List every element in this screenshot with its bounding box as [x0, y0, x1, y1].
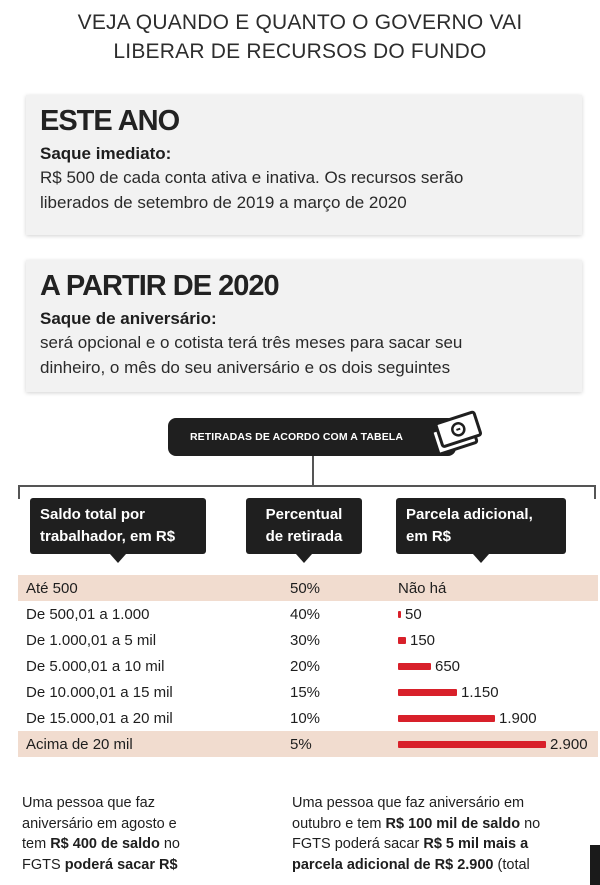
table-row [18, 575, 598, 601]
table-row [18, 679, 598, 705]
headline [0, 8, 600, 66]
card-from-2020-title: A PARTIR DE 2020 [40, 270, 279, 302]
card-from-2020 [26, 260, 582, 392]
footer-right-bold: R$ 100 mil de saldo [385, 815, 521, 832]
footer-left-bold: R$ 400 de saldo [50, 836, 160, 852]
card-this-year-text-1: R$ 500 de cada conta ativa e inativa. Os recursos serão [40, 168, 464, 187]
card-this-year-text-2: liberados de setembro de 2019 a março de 2020 [40, 193, 407, 212]
table-row [18, 627, 598, 653]
footer-left-line-1: Uma pessoa que faz [22, 795, 155, 811]
connector-line [312, 454, 314, 486]
footer-left-line-4 [22, 855, 262, 876]
footer-right-bold: R$ 5 mil mais a [423, 836, 529, 852]
card-from-2020-text-1: será opcional e o cotista terá três meses para sacar seu [40, 333, 463, 352]
footer-right-line-1: Uma pessoa que faz aniversário em [292, 795, 525, 811]
header-additional-line-1: Parcela adicional, [406, 506, 533, 523]
row-percent: 5% [290, 736, 312, 753]
row-additional: 1.900 [499, 710, 537, 727]
card-this-year [26, 95, 582, 235]
row-additional: 2.900 [550, 736, 588, 753]
table-label: RETIRADAS DE ACORDO COM A TABELA [168, 418, 456, 456]
row-bar [398, 663, 431, 670]
row-additional: 650 [435, 658, 461, 675]
row-bar [398, 689, 457, 696]
footer-right-line-2 [292, 814, 592, 835]
header-additional-line-2: em R$ [406, 528, 452, 545]
row-percent: 50% [290, 580, 321, 597]
table-row [18, 601, 598, 627]
header-balance-line-1: Saldo total por [40, 506, 145, 523]
row-percent: 15% [290, 684, 321, 701]
header-additional [396, 498, 566, 554]
footer-left-text: FGTS [22, 856, 65, 873]
header-percent-line-2: de retirada [265, 528, 343, 545]
footer-right-text: FGTS poderá sacar [292, 836, 424, 852]
row-bar [398, 715, 495, 722]
footer-left-bold: poderá sacar R$ [64, 856, 178, 873]
row-percent: 20% [290, 658, 321, 675]
row-bar [398, 741, 546, 748]
row-additional: 50 [405, 606, 422, 623]
footer-right-line-4 [292, 855, 592, 876]
table-bracket [18, 485, 596, 499]
headline-line-1: VEJA QUANDO E QUANTO O GOVERNO VAI [77, 11, 523, 34]
headline-line-2: LIBERAR DE RECURSOS DO FUNDO [113, 40, 487, 63]
footer-left-line-3 [22, 834, 262, 855]
footer-example-right [292, 793, 592, 875]
row-range: De 5.000,01 a 10 mil [26, 658, 165, 675]
footer-right-text: no [520, 815, 541, 832]
page-corner-mark [590, 845, 600, 885]
row-bar [398, 611, 401, 618]
table-row [18, 653, 598, 679]
money-icon [426, 404, 488, 466]
row-range: Até 500 [26, 580, 78, 597]
footer-example-left [22, 793, 262, 875]
row-additional: 150 [410, 632, 436, 649]
table-row [18, 705, 598, 731]
header-percent [246, 498, 362, 554]
row-additional: Não há [398, 580, 447, 597]
withdrawal-table [18, 575, 598, 757]
footer-right-line-3 [292, 834, 592, 855]
row-range: De 500,01 a 1.000 [26, 606, 150, 623]
footer-left-line-2: aniversário em agosto e [22, 815, 177, 832]
row-range: De 15.000,01 a 20 mil [26, 710, 173, 727]
table-row [18, 731, 598, 757]
footer-right-text: outubro e tem [292, 815, 386, 832]
row-percent: 10% [290, 710, 321, 727]
row-additional: 1.150 [461, 684, 499, 701]
row-range: De 10.000,01 a 15 mil [26, 684, 173, 701]
row-range: De 1.000,01 a 5 mil [26, 632, 157, 649]
card-this-year-title: ESTE ANO [40, 105, 180, 137]
card-this-year-subtitle: Saque imediato: [40, 144, 172, 163]
card-from-2020-subtitle: Saque de aniversário: [40, 309, 217, 328]
footer-right-bold: parcela adicional de R$ 2.900 [292, 856, 494, 873]
header-balance [30, 498, 206, 554]
header-percent-line-1: Percentual [265, 506, 343, 523]
card-from-2020-text-2: dinheiro, o mês do seu aniversário e os dois seguintes [40, 358, 451, 377]
header-balance-line-2: trabalhador, em R$ [40, 528, 176, 545]
row-percent: 40% [290, 606, 321, 623]
row-bar [398, 637, 406, 644]
row-percent: 30% [290, 632, 321, 649]
footer-left-text: tem [22, 836, 51, 852]
row-range: Acima de 20 mil [26, 736, 133, 753]
footer-right-text: (total [493, 856, 530, 873]
footer-left-text: no [159, 836, 180, 852]
